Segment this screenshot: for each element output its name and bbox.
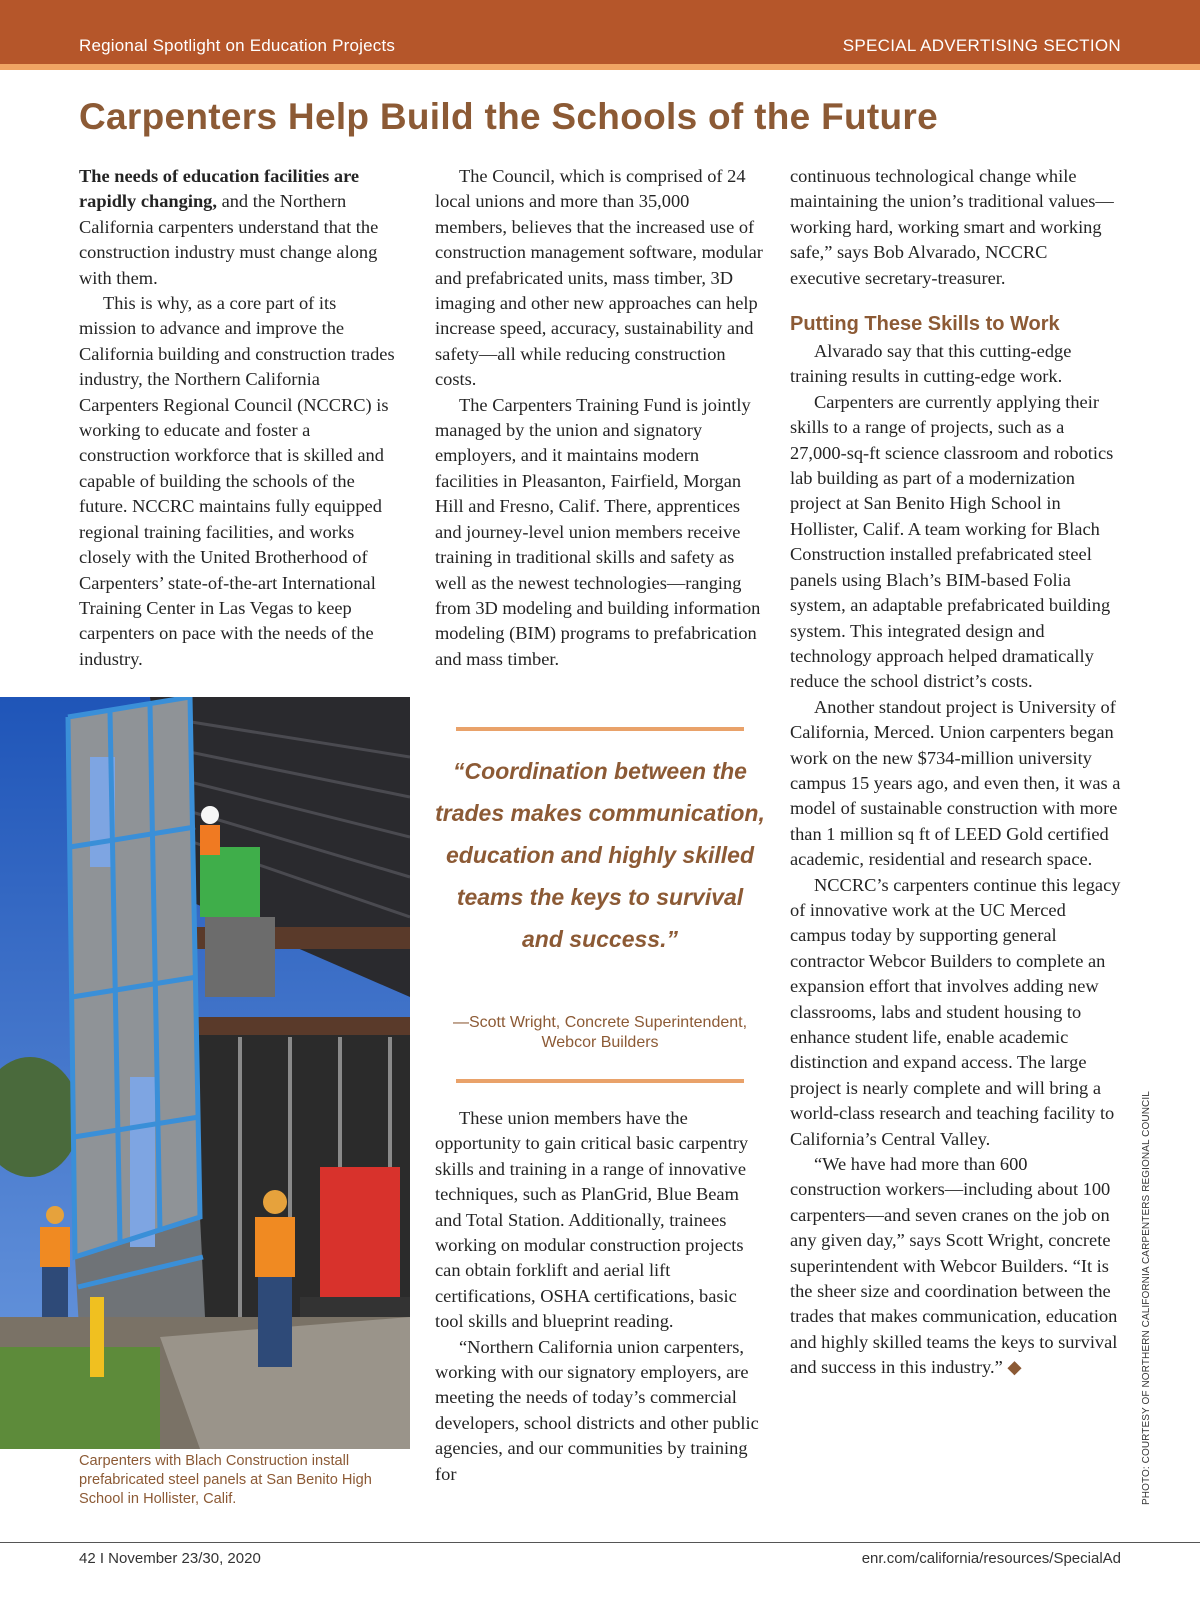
footer-url: enr.com/california/resources/SpecialAd: [861, 1550, 1121, 1567]
body-paragraph: Alvarado say that this cutting-edge training results in cutting-edge work.: [790, 341, 1072, 387]
lede-rest: and the Northern California carpenters understand that the construction industry must change along with them.: [79, 191, 379, 288]
body-paragraph: Carpenters are currently applying their skills to a range of projects, such as a 27,000-sq-ft science classroom and robotics lab building as part of a modernization project at San Benito High School in Hollister, Calif. A team working for Blach Construction installed prefabricated steel panels using Blach’s BIM-based Folia system, an adaptable prefabricated building system. This integrated design and technology approach helped dramatically reduce the school district’s costs.: [790, 391, 1114, 692]
column-2-continued: [435, 1106, 765, 1487]
body-paragraph: These union members have the opportunity to gain critical basic carpentry skills and training in a range of innovative techniques, such as PlanGrid, Blue Beam and Total Station. Additionally, trainees working on modular construction projects can obtain forklift and aerial lift certifications, OSHA certifications, basic tool skills and blueprint reading.: [435, 1108, 749, 1332]
section-subhead: Putting These Skills to Work: [790, 313, 1060, 336]
body-paragraph: continuous technological change while maintaining the union’s traditional values—working hard, working smart and working safe,” says Bob Alvarado, NCCRC executive secretary-treasurer.: [790, 166, 1114, 288]
body-paragraph: The Carpenters Training Fund is jointly managed by the union and signatory employers, and it maintains modern facilities in Pleasanton, Fairfield, Morgan Hill and Fresno, Calif. There, apprentices and journey-level union members receive training in traditional skills and safety as well as the newest technologies—ranging from 3D modeling and building information modeling (BIM) programs to prefabrication and mass timber.: [435, 394, 761, 669]
column-2: [435, 164, 765, 672]
closing-quote: “We have had more than 600 construction workers—including about 100 carpenters—and seven cranes on the job on any given day,” says Scott Wright, concrete superintendent with Webcor Builders. “It is the sheer size and coordination between the trades that makes communication, education and highly skilled teams the keys to survival and success in this industry.”: [790, 1154, 1118, 1378]
photo-credit: PHOTO: COURTESY OF NORTHERN CALIFORNIA CARPENTERS REGIONAL COUNCIL: [1141, 1091, 1152, 1505]
body-paragraph: Another standout project is University of California, Merced. Union carpenters began work on the new $734-million university campus 15 years ago, and even then, it was a model of sustainable construction with more than 1 million sq ft of LEED Gold certified academic, residential and research space.: [790, 696, 1121, 870]
body-paragraph: The Council, which is comprised of 24 local unions and more than 35,000 members, believes that the increased use of construction management software, modular and prefabricated units, mass timber, 3D imaging and other new approaches can help increase speed, accuracy, sustainability and safety—all while reducing construction costs.: [435, 166, 763, 390]
end-diamond-icon: ◆: [1002, 1357, 1022, 1378]
section-label: Regional Spotlight on Education Projects: [79, 36, 396, 55]
lede-bold: The needs of education facilities are rapidly changing,: [79, 166, 360, 212]
pullquote-attribution: —Scott Wright, Concrete Superintendent, Webcor Builders: [452, 1014, 748, 1051]
article-title: Carpenters Help Build the Schools of the Future: [79, 96, 939, 137]
advertising-label: SPECIAL ADVERTISING SECTION: [842, 36, 1121, 55]
column-3: [790, 164, 1121, 1381]
pullquote-rule-top: [456, 727, 744, 731]
column-1: [79, 164, 397, 672]
header-accent-rule: [0, 64, 1200, 70]
page-folio: 42 I November 23/30, 2020: [79, 1550, 261, 1567]
closing-paragraph: [790, 1152, 1121, 1381]
body-paragraph: “Northern California union carpenters, working with our signatory employers, are meeting the needs of today’s commercial developers, school districts and other public agencies, and our communities by training for: [435, 1336, 759, 1484]
footer-rule: [0, 1542, 1200, 1543]
pullquote-rule-bottom: [456, 1079, 744, 1083]
photo-caption: Carpenters with Blach Construction install prefabricated steel panels at San Benito High School in Hollister, Calif.: [79, 1453, 372, 1507]
pullquote-text: “Coordination between the trades makes communication, education and highly skilled teams the keys to survival and success.”: [435, 758, 765, 952]
body-paragraph: This is why, as a core part of its mission to advance and improve the California building and construction trades industry, the Northern California Carpenters Regional Council (NCCRC) is working to educate and foster a construction workforce that is skilled and capable of building the schools of the future. NCCRC maintains fully equipped regional training facilities, and works closely with the United Brotherhood of Carpenters’ state-of-the-art International Training Center in Las Vegas to keep carpenters on pace with the needs of the industry.: [79, 293, 395, 669]
construction-photo: [0, 697, 410, 1449]
lede-paragraph: [79, 164, 397, 291]
body-paragraph: NCCRC’s carpenters continue this legacy of innovative work at the UC Merced campus today by supporting general contractor Webcor Builders to complete an expansion effort that involves adding new classrooms, labs and student housing to enhance student life, enable academic distinction and expand access. The large project is nearly complete and will bring a world-class research and teaching facility to California’s Central Valley.: [790, 874, 1121, 1149]
